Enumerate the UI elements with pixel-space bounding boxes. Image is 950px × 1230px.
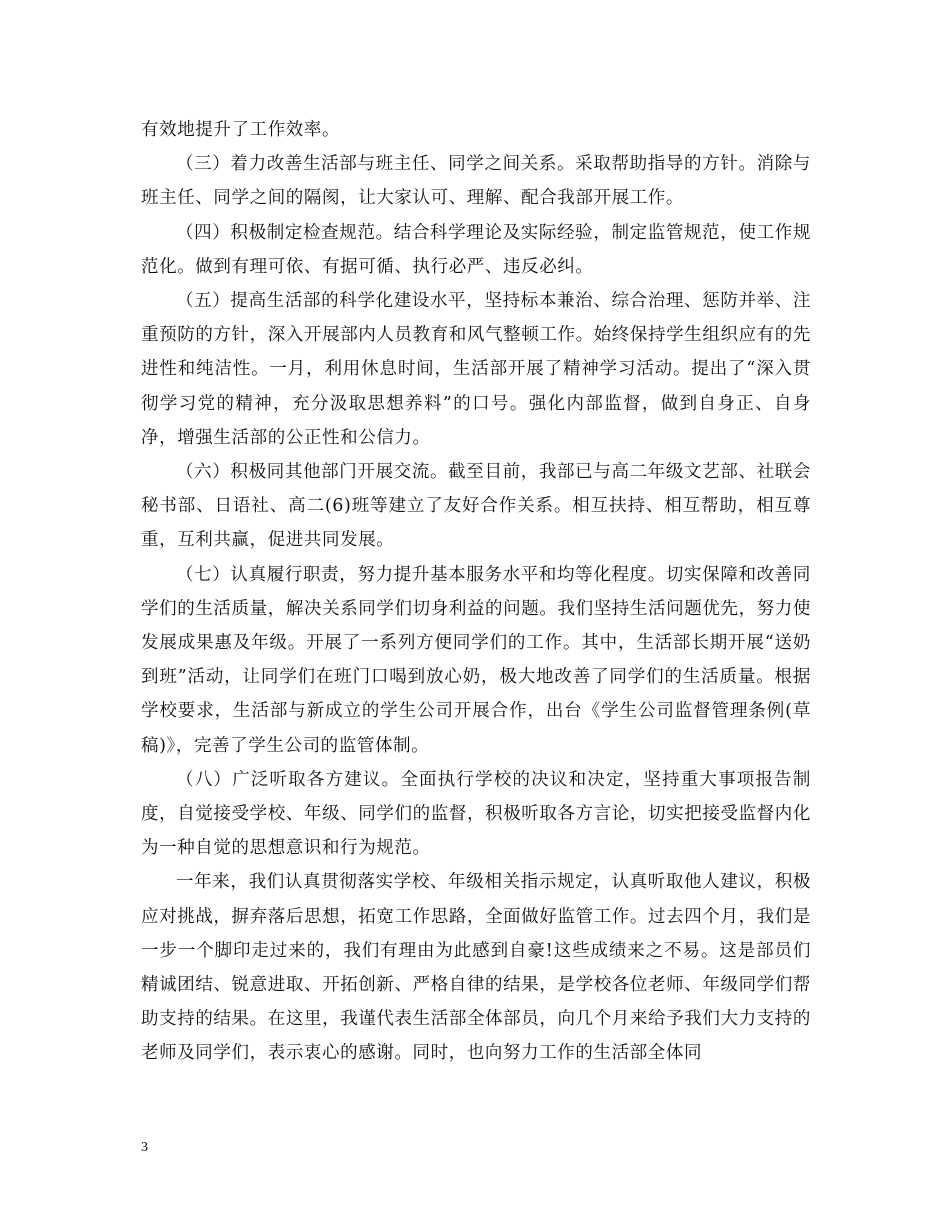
paragraph-continuation: 有效地提升了工作效率。 [141,120,341,140]
body-text [141,113,811,1071]
paragraph-item-3: （三）着力改善生活部与班主任、同学之间关系。采取帮助指导的方针。消除与班主任、同学之间的隔阂，让大家认可、理解、配合我部开展工作。 [141,154,811,209]
paragraph-item-4: （四）积极制定检查规范。结合科学理论及实际经验，制定监管规范，使工作规范化。做到有理可依、有据可循、执行必严、违反必纠。 [141,222,811,277]
paragraph-item-7: （七）认真履行职责，努力提升基本服务水平和均等化程度。切实保障和改善同学们的生活质量，解决关系同学们切身利益的问题。我们坚持生活问题优先，努力使发展成果惠及年级。开展了一系列方便同学们的工作。其中，生活部长期开展“送奶到班”活动，让同学们在班门口喝到放心奶，极大地改善了同学们的生活质量。根据学校要求，生活部与新成立的学生公司开展合作，出台《学生公司监督管理条例(草稿)》，完善了学生公司的监管体制。 [141,564,811,756]
page-number: 3 [141,1140,148,1155]
paragraph-summary: 一年来，我们认真贯彻落实学校、年级相关指示规定，认真听取他人建议，积极应对挑战，摒弃落后思想，拓宽工作思路，全面做好监管工作。过去四个月，我们是一步一个脚印走过来的，我们有理由为此感到自豪!这些成绩来之不易。这是部员们精诚团结、锐意进取、开拓创新、严格自律的结果，是学校各位老师、年级同学们帮助支持的结果。在这里，我谨代表生活部全体部员，向几个月来给予我们大力支持的老师及同学们，表示衷心的感谢。同时，也向努力工作的生活部全体同 [141,872,811,1064]
paragraph-item-8: （八）广泛听取各方建议。全面执行学校的决议和决定，坚持重大事项报告制度，自觉接受学校、年级、同学们的监督，积极听取各方言论，切实把接受监督内化为一种自觉的思想意识和行为规范。 [141,769,811,859]
paragraph-item-6: （六）积极同其他部门开展交流。截至目前，我部已与高二年级文艺部、社联会秘书部、日语社、高二(6)班等建立了友好合作关系。相互扶持、相互帮助，相互尊重，互利共赢，促进共同发展。 [141,462,811,551]
paragraph-item-5: （五）提高生活部的科学化建设水平，坚持标本兼治、综合治理、惩防并举、注重预防的方针，深入开展部内人员教育和风气整顿工作。始终保持学生组织应有的先进性和纯洁性。一月，利用休息时间，生活部开展了精神学习活动。提出了“深入贯彻学习党的精神，充分汲取思想养料”的口号。强化内部监督，做到自身正、自身净，增强生活部的公正性和公信力。 [141,291,811,448]
